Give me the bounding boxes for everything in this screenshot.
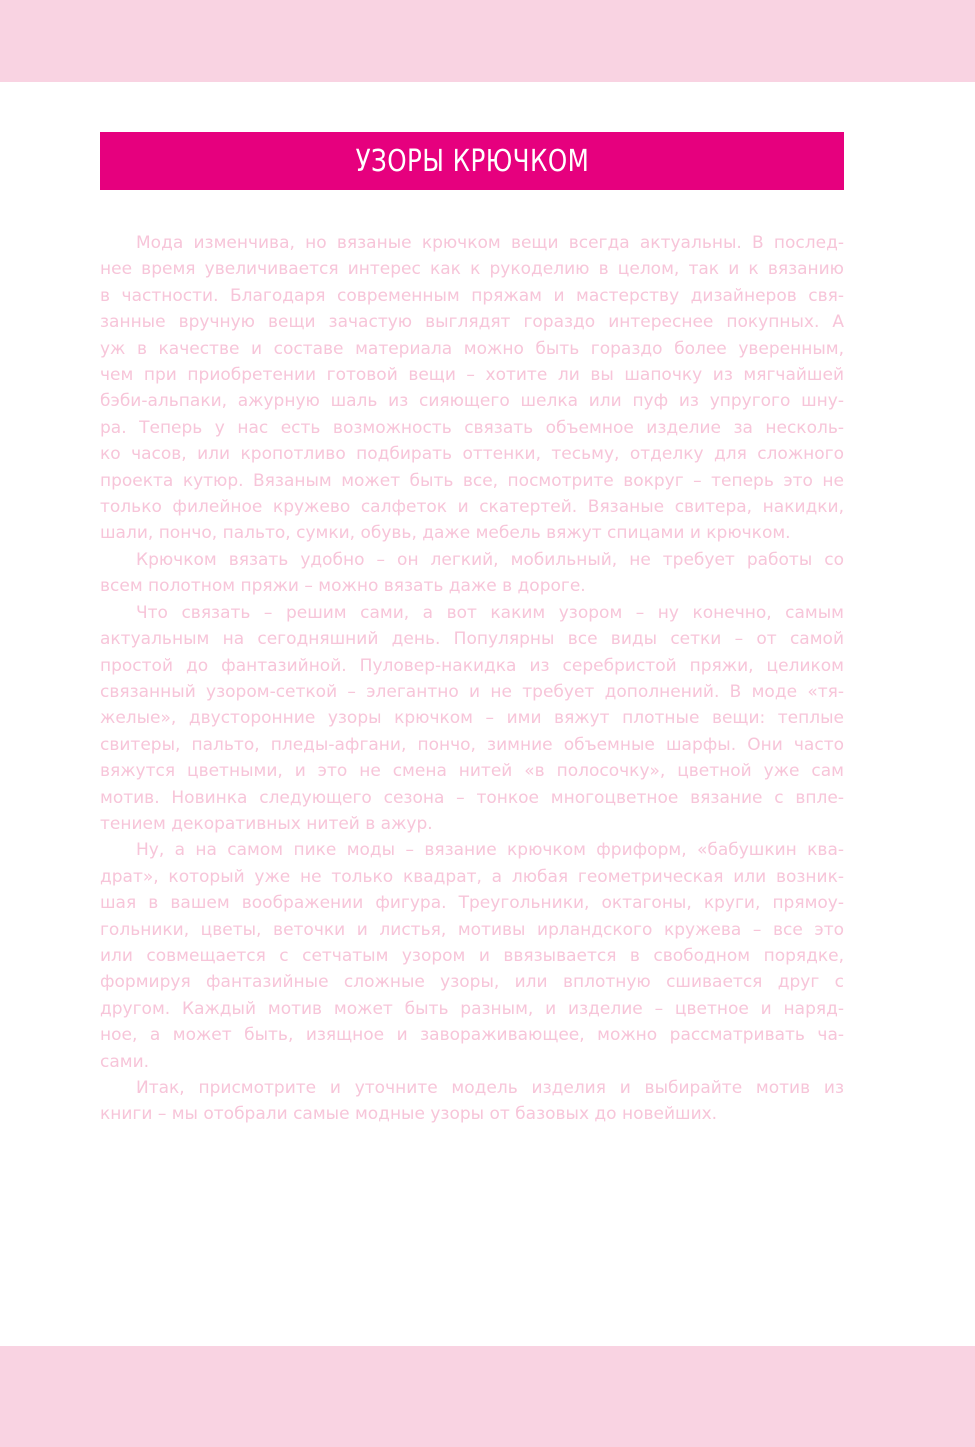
text-line: шали, пончо, пальто, сумки, обувь, даже мебель вяжут спицами и крючком. — [100, 523, 791, 544]
text-line: ра. Теперь у нас есть возможность связать объемное изделие за несколь- — [100, 417, 844, 438]
paragraph — [100, 1075, 844, 1128]
text-line: простой до фантазийной. Пуловер-накидка из серебристой пряжи, целиком — [100, 655, 844, 676]
text-line: в частности. Благодаря современным пряжам и мастерству дизайнеров свя- — [100, 285, 844, 306]
text-line: тением декоративных нитей в ажур. — [100, 813, 433, 834]
text-line: свитеры, пальто, пледы-афгани, пончо, зимние объемные шарфы. Они часто — [100, 734, 844, 755]
top-decorative-band — [0, 0, 975, 82]
text-line: гольники, цветы, веточки и листья, мотивы ирландского кружева – все это — [100, 919, 844, 940]
text-line: ко часов, или кропотливо подбирать оттенки, тесьму, отделку для сложного — [100, 444, 844, 465]
text-line: Итак, присмотрите и уточните модель изделия и выбирайте мотив из — [136, 1078, 844, 1098]
text-line: актуальным на сегодняшний день. Популярны все виды сетки – от самой — [100, 629, 844, 650]
text-line: Ну, а на самом пике моды – вязание крючком фриформ, «бабушкин ква- — [136, 840, 844, 861]
text-line: Крючком вязать удобно – он легкий, мобильный, не требует работы со — [136, 549, 844, 570]
text-line: только филейное кружево салфеток и скатертей. Вязаные свитера, накидки, — [100, 497, 844, 518]
text-line: Что связать – решим сами, а вот каким узором – ну конечно, самым — [136, 602, 844, 623]
text-line: мотив. Новинка следующего сезона – тонкое многоцветное вязание с впле- — [100, 787, 844, 808]
text-line: формируя фантазийные сложные узоры, или вплотную сшивается друг с — [100, 972, 844, 993]
text-line: проекта кутюр. Вязаным может быть все, посмотрите вокруг – теперь это не — [100, 470, 844, 491]
text-line: шая в вашем воображении фигура. Треугольники, октагоны, круги, прямоу- — [100, 893, 844, 914]
text-line: занные вручную вещи зачастую выглядят гораздо интереснее покупных. А — [100, 312, 844, 333]
chapter-title: УЗОРЫ КРЮЧКОМ — [355, 143, 589, 179]
text-line: книги – мы отобрали самые модные узоры от базовых до новейших. — [100, 1104, 718, 1125]
text-line: драт», который уже не только квадрат, а любая геометрическая или возник- — [100, 866, 844, 887]
paragraph — [100, 837, 844, 1075]
article-body — [100, 230, 844, 1128]
chapter-title-bar — [100, 132, 844, 190]
text-line: вяжутся цветными, и это не смена нитей «в полосочку», цветной уже сам — [100, 761, 844, 782]
text-line: сами. — [100, 1051, 150, 1072]
text-line: уж в качестве и составе материала можно быть гораздо более уверенным, — [100, 338, 844, 359]
paragraph — [100, 230, 844, 547]
text-line: чем при приобретении готовой вещи – хотите ли вы шапочку из мягчайшей — [100, 365, 844, 386]
text-line: связанный узором-сеткой – элегантно и не требует дополнений. В моде «тя- — [100, 681, 844, 702]
text-line: ное, а может быть, изящное и завораживающее, можно рассматривать ча- — [100, 1025, 844, 1046]
bottom-decorative-band — [0, 1346, 975, 1447]
text-line: другом. Каждый мотив может быть разным, и изделие – цветное и наряд- — [100, 998, 844, 1019]
paragraph — [100, 600, 844, 838]
text-line: Мода изменчива, но вязаные крючком вещи всегда актуальны. В послед- — [136, 233, 844, 253]
text-line: желые», двусторонние узоры крючком – ими вяжут плотные вещи: теплые — [100, 708, 844, 729]
text-line: или совмещается с сетчатым узором и ввязывается в свободном порядке, — [100, 945, 844, 966]
text-line: всем полотном пряжи – можно вязать даже в дороге. — [100, 576, 586, 597]
text-line: бэби-альпаки, ажурную шаль из сияющего шелка или пуф из упругого шну- — [100, 391, 844, 412]
paragraph — [100, 547, 844, 600]
text-line: нее время увеличивается интерес как к рукоделию в целом, так и к вязанию — [100, 259, 844, 280]
